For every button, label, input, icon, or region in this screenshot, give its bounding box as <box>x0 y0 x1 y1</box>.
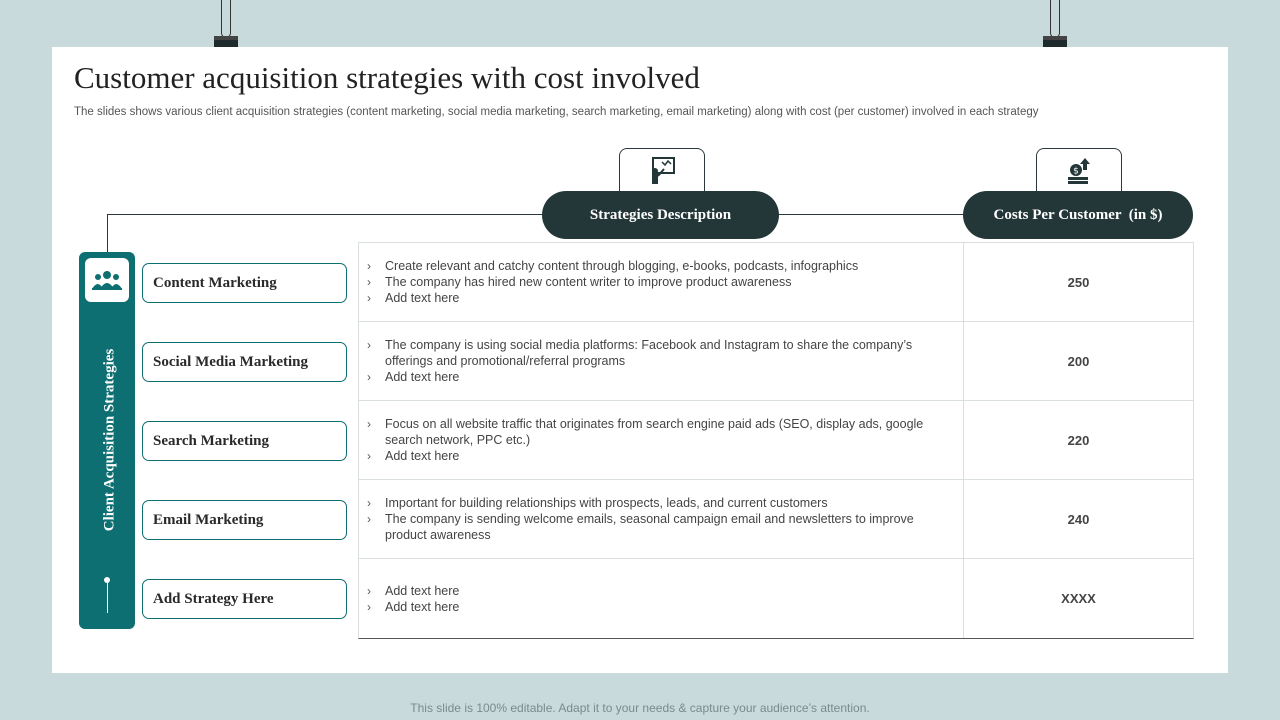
list-item: › Add text here <box>367 583 460 598</box>
costs-per-customer-header: Costs Per Customer (in $) <box>963 191 1193 239</box>
connector-line-down <box>107 214 108 254</box>
list-item: › Add text here <box>367 370 460 384</box>
sidebar-stem <box>107 583 108 613</box>
list-item: › The company has hired new content writer to improve product awareness <box>367 275 792 289</box>
table-row <box>359 243 1193 322</box>
description-cell <box>359 559 964 638</box>
strategy-box-search-marketing: Search Marketing <box>142 421 347 461</box>
strategy-box-add-strategy: Add Strategy Here <box>142 579 347 619</box>
sidebar-vertical-label: Client Acquisition Strategies <box>101 348 118 532</box>
table-row <box>359 559 1193 638</box>
cost-cell: 220 <box>1067 432 1090 448</box>
list-item: › The company is sending welcome emails, seasonal campaign email and newsletters to improve product awareness <box>367 512 914 542</box>
table-row <box>359 401 1193 480</box>
cost-cell: 200 <box>1067 353 1090 369</box>
strategy-box-content-marketing: Content Marketing <box>142 263 347 303</box>
connector-line-left <box>107 214 543 215</box>
list-item: › Add text here <box>367 449 460 463</box>
slide-footer: This slide is 100% editable. Adapt it to your needs & capture your audience’s attention. <box>410 701 870 715</box>
cost-cell: 250 <box>1067 274 1090 290</box>
presentation-icon <box>619 148 705 192</box>
table-row <box>359 480 1193 559</box>
list-item: › Add text here <box>367 599 460 614</box>
table-row <box>359 322 1193 401</box>
description-cell <box>359 480 964 558</box>
list-item: › The company is using social media platforms: Facebook and Instagram to share the company’s offerings and promotional/referral programs <box>367 338 913 368</box>
list-item: › Focus on all website traffic that originates from search engine paid ads (SEO, display ads, google search network, PPC etc.) <box>367 417 924 447</box>
strategies-description-header: Strategies Description <box>542 191 779 239</box>
list-item: › Create relevant and catchy content through blogging, e-books, podcasts, infographics <box>367 259 859 273</box>
svg-text:$: $ <box>1073 166 1079 176</box>
strategy-box-social-media-marketing: Social Media Marketing <box>142 342 347 382</box>
description-cell <box>359 401 964 479</box>
slide-title: Customer acquisition strategies with cost involved <box>74 60 700 95</box>
strategy-box-email-marketing: Email Marketing <box>142 500 347 540</box>
cost-cell: 240 <box>1067 511 1090 527</box>
cost-cell: XXXX <box>1061 591 1096 606</box>
connector-line-middle <box>778 214 964 215</box>
team-icon <box>85 258 129 302</box>
money-growth-icon <box>1036 148 1122 192</box>
strategy-table <box>358 242 1194 639</box>
description-cell <box>359 243 964 321</box>
slide-subtitle: The slides shows various client acquisition strategies (content marketing, social media marketing, search marketing, email marketing) along with cost (per customer) involved in each strategy <box>74 106 1039 118</box>
list-item: › Add text here <box>367 291 460 305</box>
list-item: › Important for building relationships with prospects, leads, and current customers <box>367 496 828 510</box>
description-cell <box>359 322 964 400</box>
